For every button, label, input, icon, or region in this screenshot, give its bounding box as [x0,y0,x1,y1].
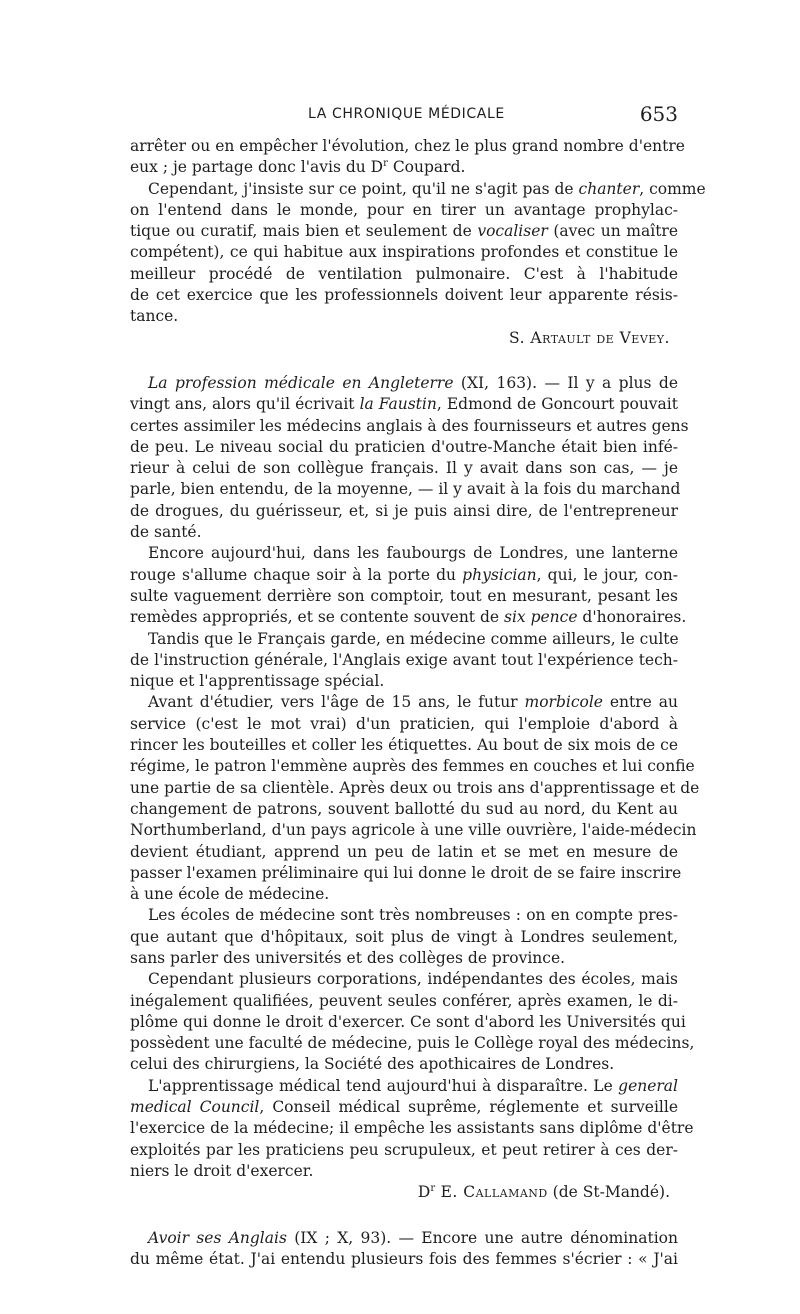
text-line: Cependant plusieurs corporations, indépendantes des écoles, mais [148,970,678,989]
text-line: eux ; je partage donc l'avis du $D^r$ Coupard. [130,158,466,177]
text-line: parle, bien entendu, de la moyenne, — il y avait à la fois du marchand [130,480,681,499]
text-line: devient étudiant, apprend un peu de latin et se met en mesure de [130,842,678,861]
text-line: de santé. [130,523,202,542]
text-line: tique ou curatif, mais bien et seulement de vocaliser (avec un maître [130,222,679,241]
text-line: passer l'examen préliminaire qui lui donne le droit de se faire inscrire [130,863,682,882]
text-line: certes assimiler les médecins anglais à des fournisseurs et autres gens [130,416,689,435]
text-line: niers le droit d'exercer. [130,1161,314,1180]
article-profession-medicale [130,373,700,1204]
text-line: remèdes appropriés, et se contente souvent de six pence d'honoraires. [130,608,687,627]
signature-callamand: $D^r$ E. Callamand (de St-Mandé). [417,1183,670,1202]
page-body [130,136,706,1270]
text-line: tance. [130,307,179,326]
text-line: Northumberland, d'un pays agricole à une ville ouvrière, l'aide-médecin [130,821,697,840]
text-line: à une école de médecine. [130,885,330,904]
text-line: L'apprentissage médical tend aujourd'hui à disparaître. Le general [148,1076,678,1095]
text-line: on l'entend dans le monde, pour en tirer un avantage prophylac- [130,200,678,219]
text-line: plôme qui donne le droit d'exercer. Ce sont d'abord les Universités qui [130,1012,686,1031]
text-line: Cependant, j'insiste sur ce point, qu'il ne s'agit pas de chanter, comme [148,179,706,198]
text-line: exploités par les praticiens peu scrupuleux, et peut retirer à ces der- [130,1140,678,1159]
section-gap [130,349,678,373]
text-line: rouge s'allume chaque soir à la porte du physician, qui, le jour, con- [130,565,678,584]
text-line: arrêter ou en empêcher l'évolution, chez le plus grand nombre d'entre [130,137,685,155]
text-line: celui des chirurgiens, la Société des apothicaires de Londres. [130,1055,615,1074]
text-line: sulte vaguement derrière son comptoir, tout en mesurant, pesant les [130,586,678,605]
running-title: LA CHRONIQUE MÉDICALE [308,106,505,122]
text-line: service (c'est le mot vrai) d'un praticien, qui l'emploie d'abord à [130,714,678,733]
text-line: medical Council, Conseil médical suprême, réglemente et surveille [130,1098,679,1117]
text-line: régime, le patron l'emmène auprès des femmes en couches et lui confie [130,757,695,776]
text-line: changement de patrons, souvent ballotté du sud au nord, du Kent au [130,799,678,818]
text-line: sans parler des universités et des collèges de province. [130,948,566,967]
text-line: une partie de sa clientèle. Après deux ou trois ans d'apprentissage et de [130,778,700,797]
text-line: rieur à celui de son collègue français. Il y avait dans son cas, — je [130,459,678,478]
text-line: compétent), ce qui habitue aux inspirations profondes et constitue le [130,243,678,262]
section-gap [130,1204,678,1228]
text-line: Avant d'étudier, vers l'âge de 15 ans, le futur morbicole entre au [148,693,678,712]
article-artault [130,136,706,349]
text-line: possèdent une faculté de médecine, puis le Collège royal des médecins, [130,1034,695,1053]
text-line: du même état. J'ai entendu plusieurs fois des femmes s'écrier : « J'ai [130,1249,678,1268]
page-header [130,100,678,134]
text-line: l'exercice de la médecine; il empêche les assistants sans diplôme d'être [130,1119,694,1138]
article-title-line: Avoir ses Anglais (IX ; X, 93). — Encore une autre dénomination [148,1228,678,1247]
text-line: rincer les bouteilles et coller les étiquettes. Au bout de six mois de ce [130,736,678,755]
text-line: vingt ans, alors qu'il écrivait la Faustin, Edmond de Goncourt pouvait [130,395,678,414]
signature-artault: S. Artault de Vevey. [509,328,670,347]
text-line: de drogues, du guérisseur, et, si je puis ainsi dire, de l'entrepreneur [130,501,678,520]
text-line: inégalement qualifiées, peuvent seules conférer, après examen, le di- [130,991,678,1010]
text-line: de cet exercice que les professionnels doivent leur apparente résis- [130,286,678,305]
text-line: de l'instruction générale, l'Anglais exige avant tout l'expérience tech- [130,650,678,669]
text-line: nique et l'apprentissage spécial. [130,672,385,691]
text-line: que autant que d'hôpitaux, soit plus de vingt à Londres seulement, [130,927,678,946]
page-number: 653 [639,102,678,126]
article-title-line: La profession médicale en Angleterre (XI, 163). — Il y a plus de [148,373,678,392]
text-line: Encore aujourd'hui, dans les faubourgs de Londres, une lanterne [148,544,678,563]
article-avoir-ses-anglais [130,1228,678,1271]
text-line: de peu. Le niveau social du praticien d'outre-Manche était bien infé- [130,437,678,456]
text-line: meilleur procédé de ventilation pulmonaire. C'est à l'habitude [130,264,678,283]
text-line: Les écoles de médecine sont très nombreuses : on en compte pres- [148,906,678,925]
text-line: Tandis que le Français garde, en médecine comme ailleurs, le culte [148,629,679,648]
